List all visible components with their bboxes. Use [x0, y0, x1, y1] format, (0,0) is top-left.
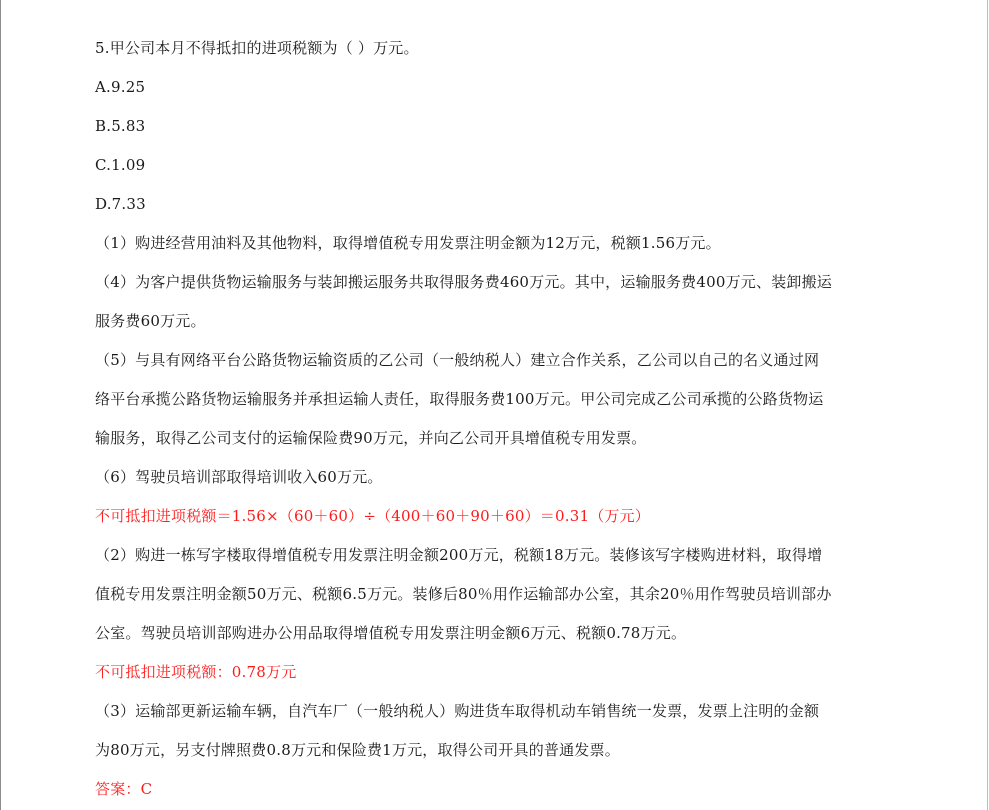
page-left-border: [0, 0, 1, 810]
analysis-item-3-line-2: 为80万元，另支付牌照费0.8万元和保险费1万元，取得公司开具的普通发票。: [95, 741, 620, 759]
analysis-item-2-line-1: （2）购进一栋写字楼取得增值税专用发票注明金额200万元，税额18万元。装修该写字楼购进材料，取得增: [95, 546, 823, 564]
analysis-item-5-line-1: （5）与具有网络平台公路货物运输资质的乙公司（一般纳税人）建立合作关系，乙公司以自己的名义通过网: [95, 351, 820, 369]
option-d: D.7.33: [95, 195, 146, 213]
option-b: B.5.83: [95, 117, 146, 135]
analysis-item-2-line-3: 公室。驾驶员培训部购进办公用品取得增值税专用发票注明金额6万元、税额0.78万元。: [95, 624, 687, 642]
calculation-1: 不可抵扣进项税额＝1.56×（60＋60）÷（400＋60＋90＋60）＝0.31（万元）: [95, 507, 651, 525]
option-c: C.1.09: [95, 156, 146, 174]
analysis-item-5-line-3: 输服务，取得乙公司支付的运输保险费90万元，并向乙公司开具增值税专用发票。: [95, 429, 647, 447]
analysis-item-5-line-2: 络平台承揽公路货物运输服务并承担运输人责任，取得服务费100万元。甲公司完成乙公司承揽的公路货物运: [95, 390, 824, 408]
answer-line: 答案：C: [95, 780, 153, 798]
page-right-border: [987, 0, 988, 810]
analysis-item-2-line-2: 值税专用发票注明金额50万元、税额6.5万元。装修后80％用作运输部办公室，其余20％用作驾驶员培训部办: [95, 585, 832, 603]
analysis-item-4-line-1: （4）为客户提供货物运输服务与装卸搬运服务共取得服务费460万元。其中，运输服务费400万元、装卸搬运: [95, 273, 833, 291]
analysis-item-6: （6）驾驶员培训部取得培训收入60万元。: [95, 468, 383, 486]
analysis-item-1: （1）购进经营用油料及其他物料，取得增值税专用发票注明金额为12万元，税额1.56万元。: [95, 234, 721, 252]
option-a: A.9.25: [95, 78, 146, 96]
analysis-item-4-line-2: 服务费60万元。: [95, 312, 206, 330]
analysis-item-3-line-1: （3）运输部更新运输车辆，自汽车厂（一般纳税人）购进货车取得机动车销售统一发票，发票上注明的金额: [95, 702, 820, 720]
question-stem: 5.甲公司本月不得抵扣的进项税额为（ ）万元。: [95, 39, 419, 57]
calculation-2: 不可抵扣进项税额：0.78万元: [95, 663, 297, 681]
